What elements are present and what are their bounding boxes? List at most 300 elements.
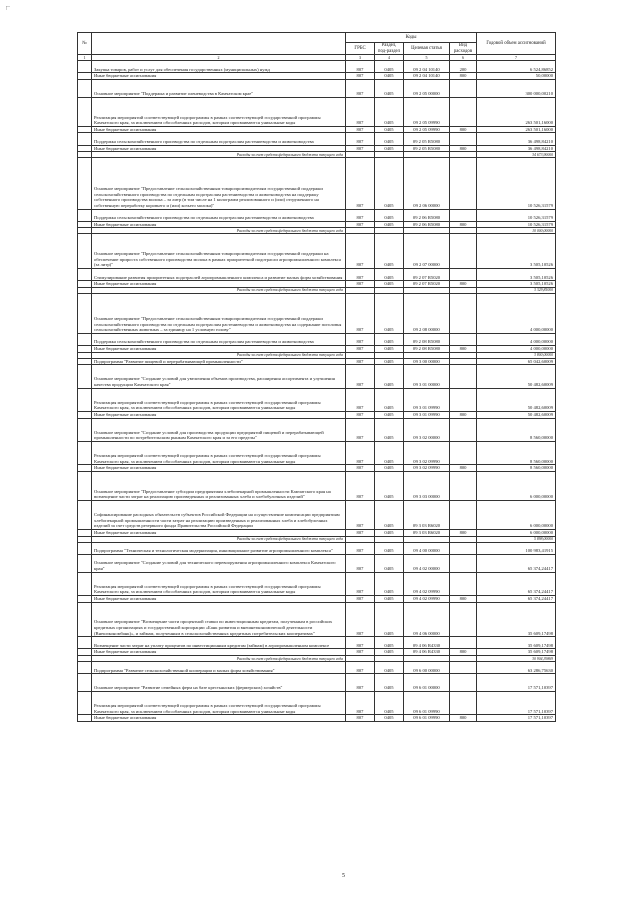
note-text-cell: Расходы за счет средств федерального бюджета текущего года — [92, 352, 346, 358]
amount-cell: 6 524,86852 — [477, 61, 556, 73]
grbs-cell: 807 — [346, 530, 375, 537]
section-cell: 0405 — [375, 691, 404, 714]
target-article-cell: 09 4 06 R4330 — [404, 637, 450, 649]
expense-type-cell: 800 — [450, 73, 477, 80]
item-name-cell: Основное мероприятие "Создание условий для технического перевооружения агропромышленного комплекса Камчатского края" — [92, 554, 346, 572]
item-name-cell: Иные бюджетные ассигнования — [92, 126, 346, 133]
section-cell: 0405 — [375, 333, 404, 345]
grbs-cell: 807 — [346, 61, 375, 73]
item-name-cell: Основное мероприятие "Предоставление сельскохозяйственным товаропроизводителям государственной поддержки сельскохозяйственного производства по отдельным подотраслям растениеводства и животноводства на содержание поголовья сельскохозяйственных животных – за единицу на 1 условную голову" — [92, 293, 346, 333]
target-article-cell: 09 3 01 09990 — [404, 412, 450, 419]
column-index: 3 — [346, 55, 375, 61]
amount-cell: 100 983,41915 — [477, 542, 556, 554]
amount-cell: 10 526,31579 — [477, 221, 556, 228]
expense-type-cell: 800 — [450, 346, 477, 353]
table-row — [78, 268, 556, 280]
table-row — [78, 595, 556, 602]
item-name-cell: Возмещение части затрат на уплату процентов по инвестиционным кредитам (займам) в агропромышленном комплексе — [92, 637, 346, 649]
item-name-cell: Реализация мероприятий соответствующей подпрограммы в рамках соответствующей государственной программы Камчатского края, за исключением обособленных расходов, которым присваиваются уникальные коды — [92, 691, 346, 714]
section-cell: 0405 — [375, 281, 404, 288]
expense-type-cell: 200 — [450, 61, 477, 73]
amount-cell: 6 000,00000 — [477, 501, 556, 530]
target-article-cell: 09 2 04 10140 — [404, 73, 450, 80]
section-cell: 0405 — [375, 715, 404, 722]
row-number-cell — [78, 281, 92, 288]
amount-cell: 17 571,10397 — [477, 715, 556, 722]
table-row — [78, 472, 556, 501]
section-cell: 0405 — [375, 542, 404, 554]
grbs-cell: 807 — [346, 209, 375, 221]
row-number-cell — [78, 333, 92, 345]
target-article-cell: 09 2 05 09990 — [404, 97, 450, 126]
table-row — [78, 145, 556, 152]
column-index: 5 — [404, 55, 450, 61]
amount-cell: 4 000,00000 — [477, 346, 556, 353]
expense-type-cell — [450, 209, 477, 221]
header-expense-type: Вид расходов — [450, 43, 477, 55]
amount-cell: 3 505,10526 — [477, 268, 556, 280]
amount-cell: 65 042,60009 — [477, 358, 556, 365]
table-row — [78, 126, 556, 133]
target-article-cell: 09 2 08 R5080 — [404, 346, 450, 353]
grbs-cell: 807 — [346, 346, 375, 353]
amount-cell: 8 560,00000 — [477, 418, 556, 441]
column-index: 7 — [477, 55, 556, 61]
grbs-cell: 807 — [346, 418, 375, 441]
expense-type-cell — [450, 418, 477, 441]
table-row — [78, 61, 556, 73]
row-number-cell — [78, 418, 92, 441]
row-number-cell — [78, 145, 92, 152]
target-article-cell: 09 3 03 R6020 — [404, 530, 450, 537]
section-cell: 0405 — [375, 73, 404, 80]
amount-cell: 35 609,17498 — [477, 649, 556, 656]
row-number-cell — [78, 691, 92, 714]
item-name-cell: Иные бюджетные ассигнования — [92, 715, 346, 722]
table-row — [78, 418, 556, 441]
grbs-cell: 807 — [346, 234, 375, 269]
item-name-cell: Реализация мероприятий соответствующей подпрограммы в рамках соответствующей государственной программы Камчатского края, за исключением обособленных расходов, которым присваиваются уникальные коды — [92, 388, 346, 411]
table-row — [78, 388, 556, 411]
grbs-cell: 807 — [346, 649, 375, 656]
section-cell: 0405 — [375, 358, 404, 365]
table-row — [78, 501, 556, 530]
grbs-cell: 807 — [346, 715, 375, 722]
expense-type-cell — [450, 234, 477, 269]
grbs-cell: 807 — [346, 133, 375, 145]
expense-type-cell — [450, 293, 477, 333]
column-index: 4 — [375, 55, 404, 61]
target-article-cell: 09 2 05 R5080 — [404, 145, 450, 152]
section-cell: 0405 — [375, 346, 404, 353]
item-name-cell: Иные бюджетные ассигнования — [92, 412, 346, 419]
expense-type-cell: 800 — [450, 715, 477, 722]
grbs-cell: 807 — [346, 158, 375, 209]
section-cell: 0405 — [375, 465, 404, 472]
section-cell: 0405 — [375, 221, 404, 228]
table-row — [78, 358, 556, 365]
section-cell: 0405 — [375, 530, 404, 537]
section-cell: 0405 — [375, 268, 404, 280]
amount-cell: 3 505,10526 — [477, 234, 556, 269]
amount-cell: 5 898,00000 — [477, 536, 556, 542]
table-row — [78, 234, 556, 269]
row-number-cell — [78, 554, 92, 572]
amount-cell: 50,00000 — [477, 73, 556, 80]
target-article-cell: 09 3 01 00000 — [404, 365, 450, 388]
amount-cell: 17 571,10397 — [477, 691, 556, 714]
header-num: № — [78, 33, 92, 55]
target-article-cell: 09 2 07 00000 — [404, 234, 450, 269]
row-number-cell — [78, 530, 92, 537]
target-article-cell: 09 2 08 00000 — [404, 293, 450, 333]
amount-cell: 35 609,17498 — [477, 602, 556, 637]
grbs-cell: 807 — [346, 79, 375, 97]
row-number-cell — [78, 97, 92, 126]
row-number-cell — [78, 442, 92, 465]
item-name-cell: Иные бюджетные ассигнования — [92, 145, 346, 152]
grbs-cell: 807 — [346, 572, 375, 595]
expense-type-cell — [450, 661, 477, 673]
grbs-cell: 807 — [346, 358, 375, 365]
column-index: 6 — [450, 55, 477, 61]
amount-cell: 63 286,75630 — [477, 661, 556, 673]
expense-type-cell: 800 — [450, 221, 477, 228]
grbs-cell: 807 — [346, 501, 375, 530]
target-article-cell: 09 4 02 00000 — [404, 554, 450, 572]
item-name-cell: Софинансирование расходных обязательств субъектов Российской Федерации на осуществление компенсации предприятиям хлебопекарной промышленности части затрат на реализацию произведенных и реализованных хлеба и хлебобулочных изделий за счет средств резервного фонда Правительства Российской Федерации — [92, 501, 346, 530]
table-row — [78, 637, 556, 649]
note-text-cell: Расходы за счет средств федерального бюджета текущего года — [92, 536, 346, 542]
item-name-cell: Реализация мероприятий соответствующей подпрограммы в рамках соответствующей государственной программы Камчатского края, за исключением обособленных расходов, которым присваиваются уникальные коды — [92, 442, 346, 465]
table-row — [78, 572, 556, 595]
section-cell: 0405 — [375, 418, 404, 441]
amount-cell: 65 374,24417 — [477, 595, 556, 602]
table-row — [78, 209, 556, 221]
amount-cell: 34 673,90000 — [477, 152, 556, 158]
section-cell: 0405 — [375, 365, 404, 388]
grbs-cell: 807 — [346, 661, 375, 673]
target-article-cell: 09 3 01 09990 — [404, 388, 450, 411]
target-article-cell: 09 2 05 00000 — [404, 79, 450, 97]
section-cell: 0405 — [375, 126, 404, 133]
amount-cell: 50 482,60009 — [477, 365, 556, 388]
item-name-cell: Основное мероприятие "Развитие семейных ферм на базе крестьянских (фермерских) хозяйств" — [92, 674, 346, 692]
row-number-cell — [78, 602, 92, 637]
grbs-cell: 807 — [346, 472, 375, 501]
target-article-cell: 09 3 02 00000 — [404, 418, 450, 441]
grbs-cell: 807 — [346, 412, 375, 419]
amount-cell: 35 609,17498 — [477, 637, 556, 649]
section-cell: 0405 — [375, 602, 404, 637]
target-article-cell: 09 2 07 R5020 — [404, 268, 450, 280]
note-text-cell: Расходы за счет средств федерального бюджета текущего года — [92, 228, 346, 234]
grbs-cell: 807 — [346, 674, 375, 692]
table-row — [78, 281, 556, 288]
table-row — [78, 542, 556, 554]
grbs-cell: 807 — [346, 145, 375, 152]
column-index: 1 — [78, 55, 92, 61]
target-article-cell: 09 4 00 00000 — [404, 542, 450, 554]
amount-cell: 65 374,24417 — [477, 572, 556, 595]
row-number-cell — [78, 472, 92, 501]
target-article-cell: 09 3 00 00000 — [404, 358, 450, 365]
target-article-cell: 09 6 01 09990 — [404, 691, 450, 714]
table-row — [78, 412, 556, 419]
section-cell: 0405 — [375, 661, 404, 673]
target-article-cell: 09 3 03 R6020 — [404, 501, 450, 530]
row-number-cell — [78, 234, 92, 269]
expense-type-cell — [450, 365, 477, 388]
section-cell: 0405 — [375, 293, 404, 333]
expense-type-cell: 800 — [450, 530, 477, 537]
amount-cell: 10 526,31579 — [477, 209, 556, 221]
expense-type-cell: 800 — [450, 649, 477, 656]
grbs-cell: 807 — [346, 333, 375, 345]
row-number-cell — [78, 358, 92, 365]
item-name-cell: Основное мероприятие "Предоставление субсидии предприятиям хлебопекарной промышленности Камчатского края на возмещение части затрат на реализацию произведенных и реализованных хлеба и хлебобулочных изделий" — [92, 472, 346, 501]
section-cell: 0405 — [375, 209, 404, 221]
item-name-cell: Реализация мероприятий соответствующей подпрограммы в рамках соответствующей государственной программы Камчатского края, за исключением обособленных расходов, которым присваиваются уникальные коды — [92, 97, 346, 126]
row-number-cell — [78, 346, 92, 353]
row-number-cell — [78, 268, 92, 280]
header-razdel: Раздел, под-раздел — [375, 43, 404, 55]
amount-cell: 65 374,24417 — [477, 554, 556, 572]
target-article-cell: 09 4 02 09990 — [404, 595, 450, 602]
grbs-cell: 807 — [346, 595, 375, 602]
page-number: 5 — [342, 873, 345, 879]
table-row — [78, 346, 556, 353]
row-number-cell — [78, 293, 92, 333]
item-name-cell: Основное мероприятие "Создание условий для производства продукции предприятий пищевой и перерабатывающей промышленности по потребительским рынкам Камчатского края и за его пределы" — [92, 418, 346, 441]
amount-cell: 50 482,60009 — [477, 412, 556, 419]
target-article-cell: 09 2 06 00000 — [404, 158, 450, 209]
target-article-cell: 09 2 05 R5080 — [404, 133, 450, 145]
item-name-cell: Поддержка сельскохозяйственного производства по отдельным подотраслям растениеводства и животноводства — [92, 209, 346, 221]
header-target-article: Целевая статья — [404, 43, 450, 55]
item-name-cell: Иные бюджетные ассигнования — [92, 346, 346, 353]
amount-cell: 6 000,00000 — [477, 472, 556, 501]
section-cell: 0405 — [375, 554, 404, 572]
expense-type-cell: 800 — [450, 412, 477, 419]
expense-type-cell — [450, 501, 477, 530]
header-codes: Коды — [346, 33, 477, 43]
row-number-cell — [78, 412, 92, 419]
section-cell: 0405 — [375, 412, 404, 419]
grbs-cell: 807 — [346, 281, 375, 288]
target-article-cell: 09 6 01 00000 — [404, 674, 450, 692]
item-name-cell: Основное мероприятие "Создание условий для увеличения объемов производства, расширения ассортимента и улучшения качества продукции Камчатского края" — [92, 365, 346, 388]
expense-type-cell — [450, 674, 477, 692]
row-number-cell — [78, 79, 92, 97]
amount-cell: 3 505,10526 — [477, 281, 556, 288]
budget-allocations-table — [77, 32, 556, 722]
row-number-cell — [78, 221, 92, 228]
amount-cell: 263 501,16000 — [477, 126, 556, 133]
item-name-cell: Поддержка сельскохозяйственного производства по отдельным подотраслям растениеводства и животноводства — [92, 333, 346, 345]
amount-cell: 6 000,00000 — [477, 530, 556, 537]
amount-cell: 3 800,00000 — [477, 352, 556, 358]
table-row — [78, 661, 556, 673]
amount-cell: 36 498,84210 — [477, 133, 556, 145]
row-number-cell — [78, 572, 92, 595]
row-number-cell — [78, 61, 92, 73]
grbs-cell: 807 — [346, 268, 375, 280]
target-article-cell: 09 4 02 09990 — [404, 572, 450, 595]
row-number-cell — [78, 661, 92, 673]
row-number-cell — [78, 542, 92, 554]
expense-type-cell — [450, 572, 477, 595]
amount-cell: 10 526,31579 — [477, 158, 556, 209]
target-article-cell: 09 2 07 R5020 — [404, 281, 450, 288]
table-row — [78, 293, 556, 333]
table-row — [78, 73, 556, 80]
section-cell: 0405 — [375, 79, 404, 97]
target-article-cell: 09 2 06 R5080 — [404, 209, 450, 221]
grbs-cell: 807 — [346, 97, 375, 126]
expense-type-cell — [450, 97, 477, 126]
section-cell: 0405 — [375, 145, 404, 152]
table-row — [78, 465, 556, 472]
row-number-cell — [78, 595, 92, 602]
expense-type-cell: 800 — [450, 465, 477, 472]
table-row — [78, 530, 556, 537]
expense-type-cell — [450, 637, 477, 649]
grbs-cell: 807 — [346, 637, 375, 649]
table-row — [78, 221, 556, 228]
row-number-cell — [78, 501, 92, 530]
table-row — [78, 649, 556, 656]
row-number-cell — [78, 465, 92, 472]
expense-type-cell — [450, 79, 477, 97]
header-grbs: ГРБС — [346, 43, 375, 55]
item-name-cell: Подпрограмма "Развитие сельскохозяйственной кооперации и малых форм хозяйствования" — [92, 661, 346, 673]
expense-type-cell: 800 — [450, 281, 477, 288]
expense-type-cell: 800 — [450, 595, 477, 602]
amount-cell: 10 000,00000 — [477, 228, 556, 234]
row-number-cell — [78, 209, 92, 221]
item-name-cell: Основное мероприятие "Предоставление сельскохозяйственным товаропроизводителям государственной поддержки сельскохозяйственного производства по отдельным подотраслям растениеводства и животноводства на поддержку собственного производства молока – за литр (в том числе на 1 килограмм реализованного и (или) отгруженного на собственную переработку коровьего и (или) козьего молока)" — [92, 158, 346, 209]
section-cell: 0405 — [375, 674, 404, 692]
item-name-cell: Иные бюджетные ассигнования — [92, 530, 346, 537]
amount-cell: 8 560,00000 — [477, 442, 556, 465]
section-cell: 0405 — [375, 472, 404, 501]
target-article-cell: 09 6 01 09990 — [404, 715, 450, 722]
table-row — [78, 674, 556, 692]
grbs-cell: 807 — [346, 126, 375, 133]
item-name-cell: Иные бюджетные ассигнования — [92, 221, 346, 228]
row-number-cell — [78, 158, 92, 209]
table-body — [78, 61, 556, 722]
budget-table-sheet — [77, 32, 555, 722]
item-name-cell: Поддержка сельскохозяйственного производства по отдельным подотраслям растениеводства и животноводства — [92, 133, 346, 145]
amount-cell: 3 329,85000 — [477, 287, 556, 293]
section-cell: 0405 — [375, 442, 404, 465]
item-name-cell: Подпрограмма "Развитие пищевой и перерабатывающей промышленности" — [92, 358, 346, 365]
amount-cell: 4 000,00000 — [477, 293, 556, 333]
row-number-cell — [78, 365, 92, 388]
grbs-cell: 807 — [346, 293, 375, 333]
grbs-cell: 807 — [346, 442, 375, 465]
table-row — [78, 602, 556, 637]
item-name-cell: Реализация мероприятий соответствующей подпрограммы в рамках соответствующей государственной программы Камчатского края, за исключением обособленных расходов, которым присваиваются уникальные коды — [92, 572, 346, 595]
grbs-cell: 807 — [346, 542, 375, 554]
corner-tick-icon — [6, 6, 10, 10]
item-name-cell: Иные бюджетные ассигнования — [92, 649, 346, 656]
table-row — [78, 442, 556, 465]
expense-type-cell — [450, 388, 477, 411]
target-article-cell: 09 2 05 09990 — [404, 126, 450, 133]
note-text-cell: Расходы за счет средств федерального бюджета текущего года — [92, 287, 346, 293]
item-name-cell: Закупка товаров, работ и услуг для обеспечения государственных (муниципальных) нужд — [92, 61, 346, 73]
amount-cell: 300 000,00210 — [477, 79, 556, 97]
expense-type-cell — [450, 333, 477, 345]
expense-type-cell — [450, 602, 477, 637]
item-name-cell: Иные бюджетные ассигнования — [92, 73, 346, 80]
note-text-cell: Расходы за счет средств федерального бюджета текущего года — [92, 655, 346, 661]
row-number-cell — [78, 388, 92, 411]
table-row — [78, 158, 556, 209]
item-name-cell: Иные бюджетные ассигнования — [92, 465, 346, 472]
expense-type-cell — [450, 542, 477, 554]
expense-type-cell: 800 — [450, 145, 477, 152]
section-cell: 0405 — [375, 97, 404, 126]
item-name-cell: Основное мероприятие "Предоставление сельскохозяйственным товаропроизводителям государственной поддержки на обеспечение прироста собственного производства молока в рамках приоритетной подотрасли агропромышленного комплекса (за литр)" — [92, 234, 346, 269]
grbs-cell: 807 — [346, 73, 375, 80]
note-text-cell: Расходы за счет средств федерального бюджета текущего года — [92, 152, 346, 158]
section-cell: 0405 — [375, 572, 404, 595]
amount-cell: 50 482,60009 — [477, 388, 556, 411]
grbs-cell: 807 — [346, 465, 375, 472]
expense-type-cell — [450, 472, 477, 501]
row-number-cell — [78, 126, 92, 133]
row-number-cell — [78, 674, 92, 692]
table-row — [78, 715, 556, 722]
table-row — [78, 365, 556, 388]
column-index: 2 — [92, 55, 346, 61]
target-article-cell: 09 4 06 R4330 — [404, 649, 450, 656]
table-row — [78, 97, 556, 126]
grbs-cell: 807 — [346, 554, 375, 572]
table-row — [78, 554, 556, 572]
table-row — [78, 79, 556, 97]
item-name-cell: Основное мероприятие "Поддержка и развитие оленеводства в Камчатском крае" — [92, 79, 346, 97]
target-article-cell: 09 4 06 00000 — [404, 602, 450, 637]
amount-cell: 263 501,16000 — [477, 97, 556, 126]
item-name-cell: Подпрограмма "Техническая и технологическая модернизация, инновационное развитие агропромышленного комплекса" — [92, 542, 346, 554]
target-article-cell: 09 2 08 R5080 — [404, 333, 450, 345]
target-article-cell: 09 3 02 09990 — [404, 442, 450, 465]
expense-type-cell — [450, 691, 477, 714]
section-cell: 0405 — [375, 234, 404, 269]
row-number-cell — [78, 715, 92, 722]
expense-type-cell — [450, 158, 477, 209]
expense-type-cell — [450, 268, 477, 280]
expense-type-cell — [450, 442, 477, 465]
target-article-cell: 09 2 06 R5080 — [404, 221, 450, 228]
grbs-cell: 807 — [346, 388, 375, 411]
section-cell: 0405 — [375, 595, 404, 602]
row-number-cell — [78, 73, 92, 80]
section-cell: 0405 — [375, 133, 404, 145]
section-cell: 0405 — [375, 637, 404, 649]
expense-type-cell: 800 — [450, 126, 477, 133]
row-number-cell — [78, 637, 92, 649]
amount-cell: 17 571,10397 — [477, 674, 556, 692]
grbs-cell: 807 — [346, 602, 375, 637]
amount-cell: 8 560,00000 — [477, 465, 556, 472]
header-annual-volume: Годовой объем ассигнований — [477, 33, 556, 55]
